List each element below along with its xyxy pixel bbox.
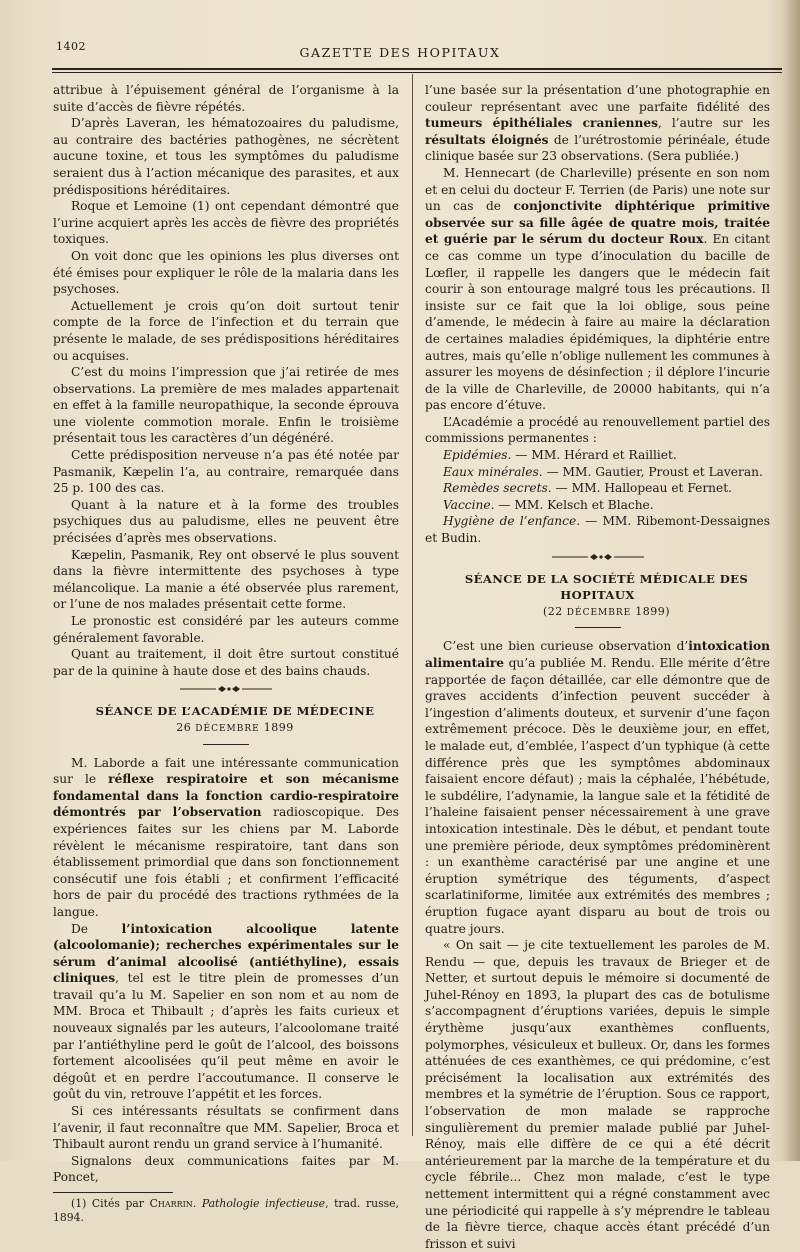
paragraph: l’une basée sur la présentation d’une photographie en couleur représentant avec une parfaite fidélité des tumeurs épithéliales craniennes, l’autre sur les résultats éloignés de l’urétrostomie périnéale, étude clinique basée sur 23 observations. (Sera publiée.): [425, 83, 770, 164]
commission-item: Eaux minérales. — MM. Gautier, Proust et Laveran.: [443, 464, 763, 479]
paragraph: Roque et Lemoine (1) ont cependant démontré que l’urine acquiert après les accès de fièvre des propriétés toxiques.: [53, 199, 399, 247]
commission-item: Remèdes secrets. — MM. Hallopeau et Fernet.: [443, 481, 732, 496]
paragraph: Si ces intéressants résultats se confirment dans l’avenir, il faut reconnaître que MM. Sapelier, Broca et Thibault auront rendu un grand service à l’humanité.: [53, 1104, 399, 1152]
paragraph: attribue à l’épuisement général de l’organisme à la suite d’accès de fièvre répétés.: [53, 83, 399, 114]
running-head: GAZETTE DES HOPITAUX: [299, 45, 501, 60]
footnote: (1) Cités par Charrin. Pathologie infectieuse, trad. russe, 1894.: [53, 1197, 399, 1224]
paragraph: Cette prédisposition nerveuse n’a pas été notée par Pasmanik, Kæpelin l’a, au contraire, remarquée dans 25 p. 100 des cas.: [53, 448, 399, 496]
paragraph: L’Académie a procédé au renouvellement partiel des commissions permanentes :: [425, 414, 770, 446]
paragraph: C’est du moins l’impression que j’ai retirée de mes observations. La première de mes malades appartenait en effet à la famille neuropathique, la seconde éprouva une violente commotion morale. Enfin le troisième présentait tous les caractères d’un dégénéré.: [53, 365, 399, 446]
paragraph: Quant à la nature et à la forme des troubles psychiques dus au paludisme, elles ne peuvent être précisées d’après mes observations.: [53, 497, 399, 546]
date-rule: [575, 627, 621, 628]
paragraph: C’est une bien curieuse observation d’intoxication alimentaire qu’a publiée M. Rendu. Elle mérite d’être rapportée de façon détaillée, car elle démontre que de graves accidents d’infection peuvent succéder à l’ingestion d’aliments douteux, et survenir d’une façon extrêmement précoce. Dès le deuxième jour, en effet, le malade eut, d’emblée, l’aspect d’un typhique (à cette différence près que les symptômes abdominaux faisaient encore défaut) ; mais la céphalée, l’hébétude, le subdélire, l’adynamie, la langue sale et la fétidité de l’haleine faisaient penser nécessairement à une grave intoxication intestinale. Dès le début, et pendant toute une première période, deux symptômes prédominèrent : un exanthème caractérisé par une angine et une éruption symétrique des téguments, d’aspect scarlatiniforme, limitée aux extrémités des membres ; éruption fugace ayant disparu au bout de trois ou quatre jours.: [425, 639, 770, 936]
section-ornament: [550, 553, 646, 561]
paragraph: Kæpelin, Pasmanik, Rey ont observé le plus souvent dans la fièvre intermittente des psychoses à type mélancolique. La manie a été observée plus rarement, or l’une de nos malades présentait cette forme.: [53, 547, 399, 612]
paragraph: M. Laborde a fait une intéressante communication sur le réflexe respiratoire et son mécanisme fondamental dans la fonction cardio-respiratoire démontrés par l’observation radioscopique. Des expériences faites sur les chiens par M. Laborde révèlent le mécanisme respiratoire, tant dans son établissement primordial que dans son fonctionnement consécutif une fois établi ; et confirment l’efficacité hors de pair du procédé des tractions rythmées de la langue.: [53, 755, 399, 919]
section-ornament: [178, 685, 274, 693]
left-column: [53, 82, 399, 1225]
paragraph: Quant au traitement, il doit être surtout constitué par de la quinine à haute dose et des bains chauds.: [53, 647, 399, 678]
commission-item: Hygiène de l’enfance. — MM. Ribemont-Dessaignes et Budin.: [425, 514, 771, 546]
paragraph: Actuellement je crois qu’on doit surtout tenir compte de la force de l’infection et du terrain que présente le malade, de ses prédispositions héréditaires ou acquises.: [53, 298, 399, 363]
header-rule-thin: [52, 72, 782, 73]
column-divider: [412, 74, 413, 1136]
paragraph: Signalons deux communications faites par M. Poncet,: [53, 1153, 399, 1185]
footnote-rule: [53, 1192, 173, 1193]
paragraph: On voit donc que les opinions les plus diverses ont été émises pour expliquer le rôle de la malaria dans les psychoses.: [53, 248, 399, 297]
academie-section-title: SÉANCE DE L’ACADÉMIE DE MÉDECINE: [95, 704, 375, 719]
page-edge-shadow: [782, 0, 800, 1161]
paragraph: De l’intoxication alcoolique latente (alcoolomanie); recherches expérimentales sur le sérum d’animal alcoolisé (antiéthyline), essais cliniques, tel est le titre plein de promesses d’un travail qu’a lu M. Sapelier en son nom et au nom de MM. Broca et Thibault ; d’après les faits curieux et nouveaux signalés par les auteurs, l’alcoolomane traité par l’antiéthyline perd le goût de l’alcool, des boissons fortement alcoolisées qu’il peut même en avoir le dégoût et en perdre l’accoutumance. Il conserve le goût du vin, retrouve l’appétit et les forces.: [53, 921, 400, 1102]
paragraph: D’après Laveran, les hématozoaires du paludisme, au contraire des bactéries pathogènes, ne sécrètent aucune toxine, et tous les symptômes du paludisme seraient dus à l’action mécanique des parasites, et aux prédispositions héréditaires.: [53, 116, 399, 197]
academie-section-date: 26 DÉCEMBRE 1899: [176, 720, 294, 734]
commission-item: Epidémies. — MM. Hérard et Railliet.: [443, 448, 677, 463]
commission-item: Vaccine. — MM. Kelsch et Blache.: [443, 497, 654, 512]
date-rule: [203, 744, 249, 745]
paragraph: M. Hennecart (de Charleville) présente en son nom et en celui du docteur F. Terrien (de Paris) une note sur un cas de conjonctivite diphtérique primitive observée sur sa fille âgée de quatre mois, traitée et guérie par le sérum du docteur Roux. En citant ce cas comme un type d’inoculation du bacille de Lœfler, il rappelle les dangers que le médecin fait courir à son entourage malgré tous les précautions. Il insiste sur ce fait que la loi oblige, sous peine d’amende, le médecin à faire au maire la déclaration de certaines maladies épidémiques, la diphtérie entre autres, mais qu’elle n’oblige nullement les communes à assurer les moyens de désinfection ; il déplore l’incurie de la ville de Charleville, de 20000 habitants, qui n’a pas encore d’étuve.: [425, 165, 770, 413]
paragraph: Le pronostic est considéré par les auteurs comme généralement favorable.: [53, 614, 399, 645]
right-column: [425, 82, 770, 1252]
page-number: 1402: [56, 40, 86, 53]
societe-section-date: (22 DÉCEMBRE 1899): [542, 604, 670, 618]
paragraph: « On sait — je cite textuellement les paroles de M. Rendu — que, depuis les travaux de Brieger et de Netter, et surtout depuis le mémoire si documenté de Juhel-Rénoy en 1893, la plupart des cas de botulisme s’accompagnent d’éruptions variées, depuis le simple érythème jusqu’aux exanthèmes confluents, polymorphes, vésiculeux et bulleux. Or, dans les formes atténuées de ces exanthèmes, ce qui prédomine, c’est précisément la localisation aux extrémités des membres et la symétrie de l’éruption. Sous ce rapport, l’observation de mon malade se rapproche singulièrement du premier malade publié par Juhel-Rénoy, mais elle diffère de ce qui a été décrit antérieurement par la marche de la température et du cycle fébrile... Chez mon malade, c’est le type nettement intermittent qui a régné constamment avec une périodicité qui rappelle à s’y méprendre le tableau de la fièvre tierce, chaque accès étant précédé d’un frisson et suivi: [425, 938, 770, 1251]
header-rule: [52, 68, 782, 70]
societe-section-title: SÉANCE DE LA SOCIÉTÉ MÉDICALE DES HOPITAUX: [464, 571, 749, 603]
